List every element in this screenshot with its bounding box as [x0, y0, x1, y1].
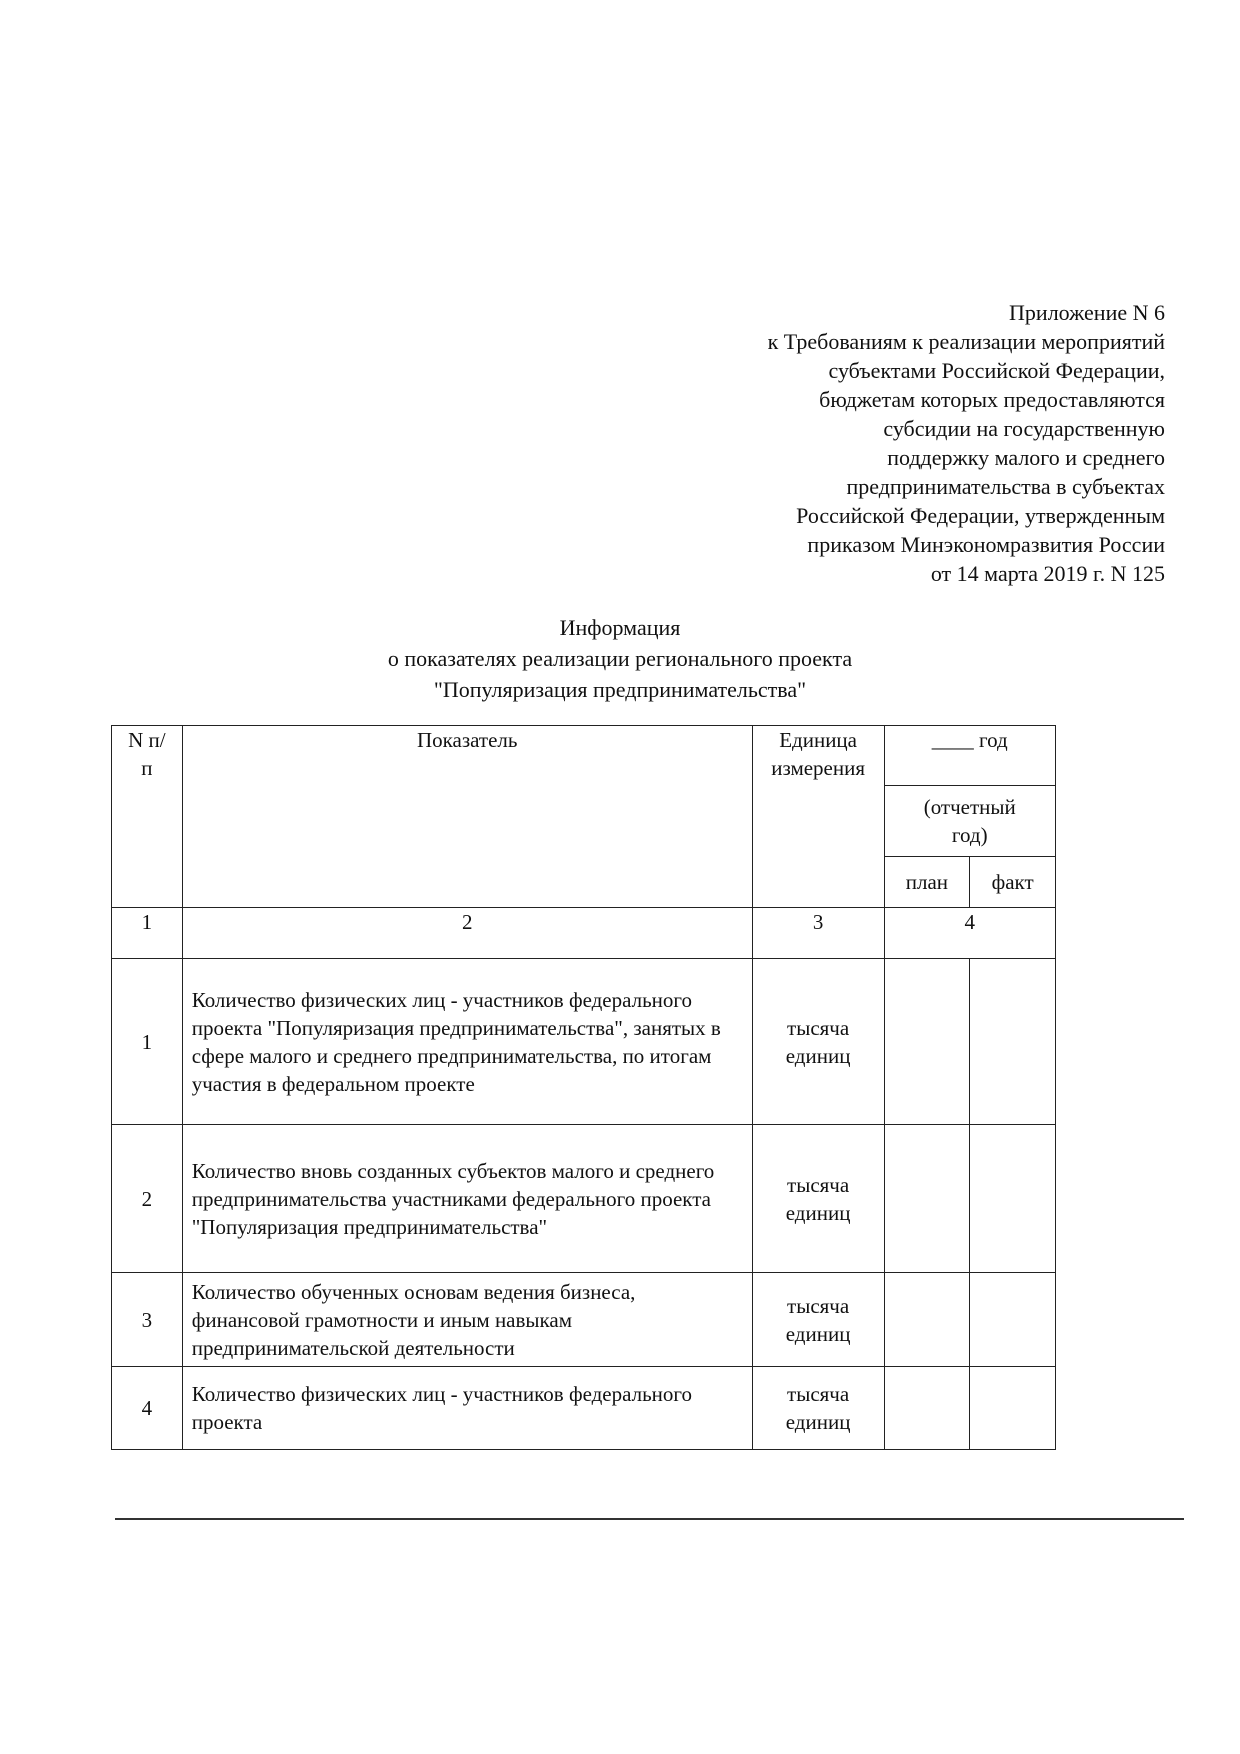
document-title [0, 612, 1240, 705]
row-unit: тысяча единиц [752, 1273, 884, 1367]
column-number: 4 [884, 908, 1055, 959]
column-number: 1 [112, 908, 183, 959]
header-indicator: Показатель [182, 726, 752, 908]
column-number: 3 [752, 908, 884, 959]
row-unit: тысяча единиц [752, 1367, 884, 1450]
header-number: N п/п [112, 726, 183, 908]
row-fact-cell[interactable] [970, 1367, 1056, 1450]
row-indicator: Количество обученных основам ведения бизнеса, финансовой грамотности и иным навыкам предпринимательской деятельности [182, 1273, 752, 1367]
appendix-reference [545, 298, 1165, 588]
table-row [112, 1125, 1056, 1273]
title-line: Информация [559, 615, 681, 640]
column-numbers-row [112, 908, 1056, 959]
row-indicator: Количество физических лиц - участников федерального проекта "Популяризация предпринимательства", занятых в сфере малого и среднего предпринимательства, по итогам участия в федеральном проекте [182, 959, 752, 1125]
footnote-divider [115, 1518, 1184, 1520]
row-plan-cell[interactable] [884, 959, 970, 1125]
appendix-line: от 14 марта 2019 г. N 125 [930, 561, 1165, 586]
row-unit: тысяча единиц [752, 959, 884, 1125]
row-number: 3 [112, 1273, 183, 1367]
row-indicator: Количество физических лиц - участников федерального проекта [182, 1367, 752, 1450]
row-plan-cell[interactable] [884, 1125, 970, 1273]
header-reporting-year: (отчетный год) [884, 786, 1055, 857]
table-row [112, 1273, 1056, 1367]
appendix-line: Приложение N 6 [1009, 300, 1165, 325]
row-indicator: Количество вновь созданных субъектов малого и среднего предпринимательства участниками федерального проекта "Популяризация предпринимательства" [182, 1125, 752, 1273]
row-number: 1 [112, 959, 183, 1125]
header-year: ____ год [884, 726, 1055, 786]
appendix-line: субъектами Российской Федерации, [828, 358, 1165, 383]
title-line: о показателях реализации регионального проекта [387, 646, 853, 671]
row-plan-cell[interactable] [884, 1273, 970, 1367]
appendix-line: приказом Минэкономразвития России [807, 532, 1165, 557]
row-fact-cell[interactable] [970, 1125, 1056, 1273]
appendix-line: субсидии на государственную [883, 416, 1165, 441]
indicators-table [111, 725, 1056, 1450]
appendix-line: бюджетам которых предоставляются [819, 387, 1165, 412]
row-number: 2 [112, 1125, 183, 1273]
table-row [112, 959, 1056, 1125]
appendix-line: к Требованиям к реализации мероприятий [767, 329, 1165, 354]
row-unit: тысяча единиц [752, 1125, 884, 1273]
appendix-line: Российской Федерации, утвержденным [796, 503, 1165, 528]
row-fact-cell[interactable] [970, 959, 1056, 1125]
column-number: 2 [182, 908, 752, 959]
title-line: "Популяризация предпринимательства" [433, 677, 807, 702]
header-fact: факт [970, 857, 1056, 908]
row-number: 4 [112, 1367, 183, 1450]
appendix-line: поддержку малого и среднего [887, 445, 1165, 470]
header-unit: Единица измерения [752, 726, 884, 908]
row-fact-cell[interactable] [970, 1273, 1056, 1367]
appendix-line: предпринимательства в субъектах [846, 474, 1165, 499]
table-row [112, 1367, 1056, 1450]
header-plan: план [884, 857, 970, 908]
row-plan-cell[interactable] [884, 1367, 970, 1450]
